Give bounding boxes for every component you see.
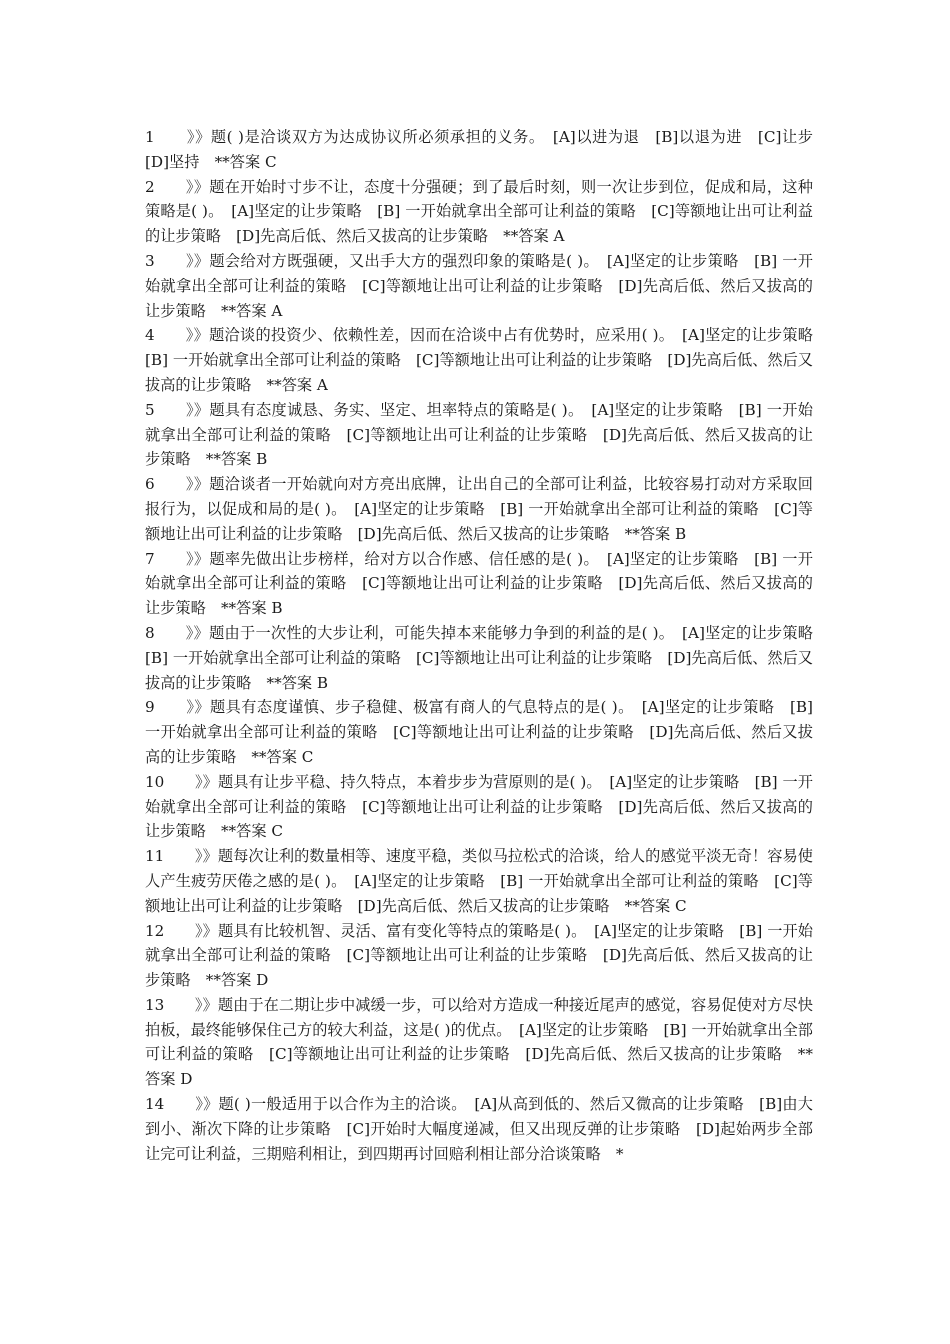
question-item-3: 3 》》题会给对方既强硬，又出手大方的强烈印象的策略是( )。 [A]坚定的让步策略 [B] 一开始就拿出全部可让利益的策略 [C]等额地让出可让利益的让步策略 [D]先高后低、然后又拔高的让步策略 **答案 A <box>145 251 813 320</box>
question-item-7: 7 》》题率先做出让步榜样，给对方以合作感、信任感的是( )。 [A]坚定的让步策略 [B] 一开始就拿出全部可让利益的策略 [C]等额地让出可让利益的让步策略 [D]先高后低、然后又拔高的让步策略 **答案 B <box>145 549 813 618</box>
question-item-4: 4 》》题洽谈的投资少、依赖性差，因而在洽谈中占有优势时，应采用( )。 [A]坚定的让步策略 [B] 一开始就拿出全部可让利益的策略 [C]等额地让出可让利益的让步策略 [D]先高后低、然后又拔高的让步策略 **答案 A <box>145 326 829 394</box>
question-item-5: 5 》》题具有态度诚恳、务实、坚定、坦率特点的策略是( )。 [A]坚定的让步策略 [B] 一开始就拿出全部可让利益的策略 [C]等额地让出可让利益的让步策略 [D]先高后低、然后又拔高的让步策略 **答案 B <box>145 400 813 469</box>
question-item-6: 6 》》题洽谈者一开始就向对方亮出底牌，让出自己的全部可让利益，比较容易打动对方采取回报行为，以促成和局的是( )。 [A]坚定的让步策略 [B] 一开始就拿出全部可让利益的策略 [C]等额地让出可让利益的让步策略 [D]先高后低、然后又拔高的让步策略 **答案 B <box>145 475 813 543</box>
question-item-8: 8 》》题由于一次性的大步让利，可能失掉本来能够力争到的利益的是( )。 [A]坚定的让步策略 [B] 一开始就拿出全部可让利益的策略 [C]等额地让出可让利益的让步策略 [D]先高后低、然后又拔高的让步策略 **答案 B <box>145 623 829 692</box>
question-item-12: 12 》》题具有比较机智、灵活、富有变化等特点的策略是( )。 [A]坚定的让步策略 [B] 一开始就拿出全部可让利益的策略 [C]等额地让出可让利益的让步策略 [D]先高后低、然后又拔高的让步策略 **答案 D <box>145 921 813 990</box>
question-item-1: 1 》》题( )是洽谈双方为达成协议所必须承担的义务。 [A]以进为退 [B]以退为进 [C]让步 [D]坚持 **答案 C <box>145 128 829 171</box>
question-list <box>145 125 829 1166</box>
question-item-14: 14 》》题( )一般适用于以合作为主的洽谈。 [A]从高到低的、然后又微高的让步策略 [B]由大到小、渐次下降的让步策略 [C]开始时大幅度递减，但又出现反弹的让步策略 [D]起始两步全部让完可让利益，三期赔利相让，到四期再讨回赔利相让部分洽谈策略 * <box>145 1095 813 1163</box>
question-item-10: 10 》》题具有让步平稳、持久特点，本着步步为营原则的是( )。 [A]坚定的让步策略 [B] 一开始就拿出全部可让利益的策略 [C]等额地让出可让利益的让步策略 [D]先高后低、然后又拔高的让步策略 **答案 C <box>145 772 813 841</box>
question-item-11: 11 》》题每次让利的数量相等、速度平稳，类似马拉松式的洽谈，给人的感觉平淡无奇！容易使人产生疲劳厌倦之感的是( )。 [A]坚定的让步策略 [B] 一开始就拿出全部可让利益的策略 [C]等额地让出可让利益的让步策略 [D]先高后低、然后又拔高的让步策略 **答案 C <box>145 847 813 915</box>
question-item-13: 13 》》题由于在二期让步中减缓一步，可以给对方造成一种接近尾声的感觉，容易促使对方尽快拍板，最终能够保住己方的较大利益，这是( )的优点。 [A]坚定的让步策略 [B] 一开始就拿出全部可让利益的策略 [C]等额地让出可让利益的让步策略 [D]先高后低、然后又拔高的让步策略 **答案 D <box>145 995 813 1089</box>
question-item-9: 9 》》题具有态度谨慎、步子稳健、极富有商人的气息特点的是( )。 [A]坚定的让步策略 [B] 一开始就拿出全部可让利益的策略 [C]等额地让出可让利益的让步策略 [D]先高后低、然后又拔高的让步策略 **答案 C <box>145 698 818 766</box>
question-item-2: 2 》》题在开始时寸步不让，态度十分强硬；到了最后时刻，则一次让步到位，促成和局，这种策略是( )。 [A]坚定的让步策略 [B] 一开始就拿出全部可让利益的策略 [C]等额地让出可让利益的让步策略 [D]先高后低、然后又拔高的让步策略 **答案 A <box>145 177 813 246</box>
